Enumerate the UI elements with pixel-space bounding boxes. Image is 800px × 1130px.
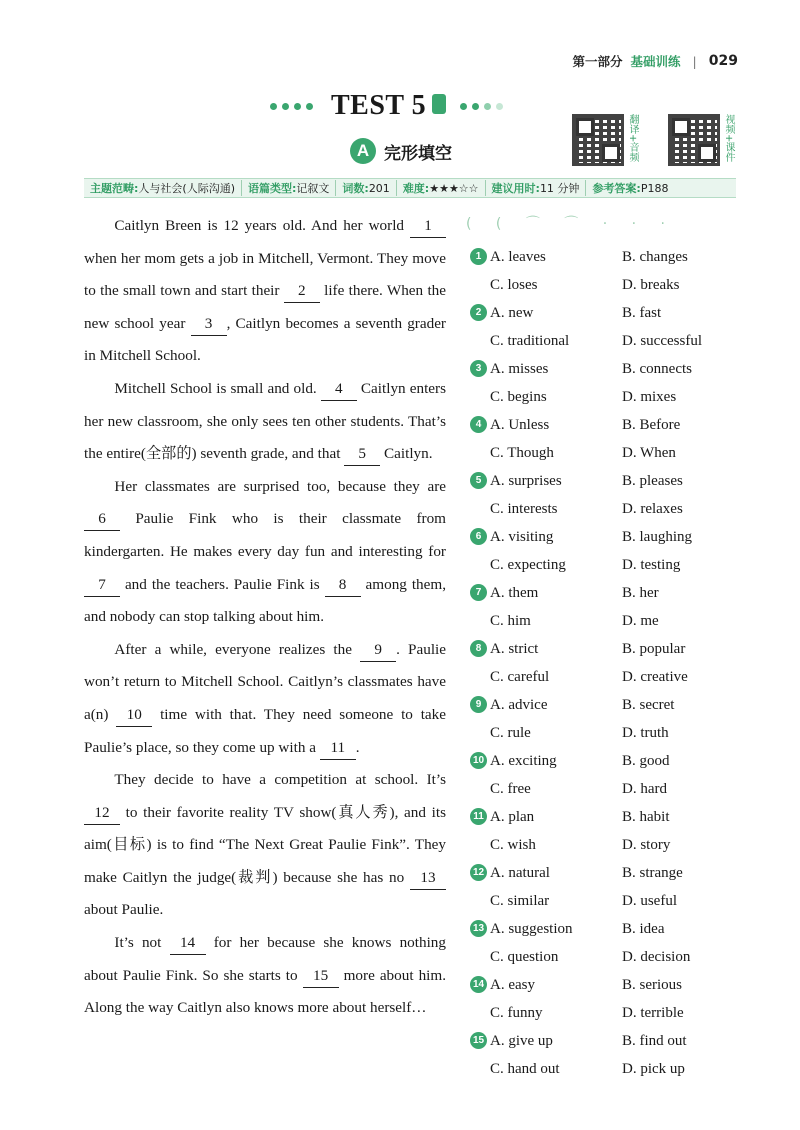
question-number-badge: 10 [470, 752, 487, 769]
option-c[interactable]: C. free [490, 780, 531, 797]
question-row-cd [468, 887, 748, 915]
part-label: 第一部分 [572, 54, 623, 69]
section-letter-badge: A [350, 138, 376, 164]
question-row-cd [468, 831, 748, 859]
question-row [468, 355, 748, 383]
blank-8[interactable]: 8 [325, 574, 361, 597]
option-a[interactable]: A. new [490, 304, 534, 321]
option-d[interactable]: D. mixes [622, 388, 677, 405]
option-d[interactable]: D. truth [622, 724, 669, 741]
option-d[interactable]: D. me [622, 612, 659, 629]
question-row [468, 1027, 748, 1055]
question-row [468, 803, 748, 831]
question-number-badge: 14 [470, 976, 487, 993]
option-d[interactable]: D. hard [622, 780, 667, 797]
dot-decoration [472, 103, 479, 110]
blank-10[interactable]: 10 [116, 704, 152, 727]
option-a[interactable]: A. natural [490, 864, 550, 881]
option-c[interactable]: C. loses [490, 276, 538, 293]
question-row-cd [468, 327, 748, 355]
blank-12[interactable]: 12 [84, 802, 120, 825]
option-b[interactable]: B. find out [622, 1032, 687, 1049]
question-row [468, 747, 748, 775]
question-row [468, 579, 748, 607]
cloze-passage [84, 210, 446, 1025]
option-d[interactable]: D. successful [622, 332, 702, 349]
question-number-badge: 2 [470, 304, 487, 321]
blank-6[interactable]: 6 [84, 508, 120, 531]
option-d[interactable]: D. terrible [622, 1004, 684, 1021]
option-c[interactable]: C. similar [490, 892, 550, 909]
option-d[interactable]: D. When [622, 444, 676, 461]
paragraph-2: Mitchell School is small and old. 4 Caitlyn enters her new classroom, she only sees ten other students. That’s the entire(全部的) seventh grade, and that 5 Caitlyn. [84, 373, 446, 471]
question-number-badge: 13 [470, 920, 487, 937]
option-b[interactable]: B. fast [622, 304, 662, 321]
option-c[interactable]: C. Though [490, 444, 554, 461]
option-d[interactable]: D. story [622, 836, 671, 853]
title-row [270, 90, 503, 122]
blank-15[interactable]: 15 [303, 965, 339, 988]
info-word-count: 词数:201 [336, 180, 396, 196]
option-b[interactable]: B. connects [622, 360, 692, 377]
dot-decoration [294, 103, 301, 110]
option-c[interactable]: C. wish [490, 836, 536, 853]
page-title: TEST 5 [331, 90, 427, 121]
question-row-cd [468, 943, 748, 971]
option-b[interactable]: B. changes [622, 248, 688, 265]
option-a[interactable]: A. exciting [490, 752, 557, 769]
dot-decoration [282, 103, 289, 110]
blank-7[interactable]: 7 [84, 574, 120, 597]
option-b[interactable]: B. secret [622, 696, 675, 713]
blank-11[interactable]: 11 [320, 737, 356, 760]
option-c[interactable]: C. careful [490, 668, 550, 685]
paragraph-1: Caitlyn Breen is 12 years old. And her world 1 when her mom gets a job in Mitchell, Vermont. They move to the small town and start their 2 life there. When the new school year 3 , Caitlyn becomes a seventh grader in Mitchell School. [84, 217, 446, 365]
question-number-badge: 6 [470, 528, 487, 545]
blank-14[interactable]: 14 [170, 932, 206, 955]
question-row [468, 635, 748, 663]
option-a[interactable]: A. visiting [490, 528, 554, 545]
qr-label: 视频+课件 [723, 114, 734, 163]
paragraph-5: They decide to have a competition at school. It’s 12 to their favorite reality TV show(真人秀), and its aim(目标) is to find “The Next Great Paulie Fink”. They make Caitlyn the judge(裁判) because she has no 13 about Paulie. [84, 771, 446, 919]
option-a[interactable]: A. leaves [490, 248, 546, 265]
info-theme: 主题范畴:人与社会(人际沟通) [84, 180, 242, 196]
blank-2[interactable]: 2 [284, 280, 320, 303]
title-badge-icon [432, 94, 446, 114]
option-a[interactable]: A. give up [490, 1032, 553, 1049]
option-d[interactable]: D. relaxes [622, 500, 683, 517]
option-b[interactable]: B. strange [622, 864, 683, 881]
blank-9[interactable]: 9 [360, 639, 396, 662]
option-b[interactable]: B. Before [622, 416, 681, 433]
question-row-cd [468, 775, 748, 803]
blank-1[interactable]: 1 [410, 215, 446, 238]
blank-3[interactable]: 3 [191, 313, 227, 336]
section-label: 基础训练 [630, 54, 681, 69]
qr-code-translation-audio[interactable] [572, 114, 637, 166]
option-c[interactable]: C. expecting [490, 556, 566, 573]
paragraph-3: Her classmates are surprised too, because they are 6 Paulie Fink who is their classmate from kindergarten. He makes every day fun and interesting for 7 and the teachers. Paulie Fink is 8 among them, and nobody can stop talking about him. [84, 477, 446, 626]
question-row [468, 523, 748, 551]
blank-13[interactable]: 13 [410, 867, 446, 890]
question-number-badge: 3 [470, 360, 487, 377]
option-a[interactable]: A. misses [490, 360, 549, 377]
question-row [468, 411, 748, 439]
question-number-badge: 9 [470, 696, 487, 713]
question-number-badge: 8 [470, 640, 487, 657]
option-d[interactable]: D. pick up [622, 1060, 685, 1077]
question-row [468, 243, 748, 271]
paragraph-4: After a while, everyone realizes the 9 . Paulie won’t return to Mitchell School. Caitlyn’s classmates have a(n) 10 time with that. They need someone to take Paulie’s place, so they come up with a 11 . [84, 634, 446, 764]
question-row [468, 859, 748, 887]
dashed-arc-decoration: ( ( ⌒ ⌒ · · · [466, 216, 675, 232]
option-d[interactable]: D. useful [622, 892, 677, 909]
option-a[interactable]: A. plan [490, 808, 535, 825]
page-number: 029 [708, 53, 738, 69]
question-row-cd [468, 607, 748, 635]
option-b[interactable]: B. pleases [622, 472, 683, 489]
section-subtitle: 完形填空 [384, 143, 452, 164]
info-answer-ref: 参考答案:P188 [592, 182, 669, 195]
option-b[interactable]: B. good [622, 752, 670, 769]
question-row [468, 691, 748, 719]
option-c[interactable]: C. hand out [490, 1060, 560, 1077]
option-c[interactable]: C. question [490, 948, 559, 965]
question-row-cd [468, 439, 748, 467]
option-c[interactable]: C. begins [490, 388, 547, 405]
section-heading [350, 138, 452, 164]
option-d[interactable]: D. testing [622, 556, 681, 573]
option-b[interactable]: B. popular [622, 640, 686, 657]
option-b[interactable]: B. laughing [622, 528, 692, 545]
qr-code-icon[interactable] [572, 114, 624, 166]
option-c[interactable]: C. traditional [490, 332, 570, 349]
dot-decoration [484, 103, 491, 110]
question-row [468, 915, 748, 943]
right-dots-decoration [460, 103, 503, 110]
qr-code-icon[interactable] [668, 114, 720, 166]
question-number-badge: 5 [470, 472, 487, 489]
info-text-type: 语篇类型:记叙文 [242, 180, 336, 196]
question-row-cd [468, 495, 748, 523]
info-difficulty: 难度:★★★☆☆ [397, 180, 486, 196]
qr-code-video-courseware[interactable] [668, 114, 733, 166]
question-row [468, 971, 748, 999]
option-a[interactable]: A. suggestion [490, 920, 573, 937]
option-b[interactable]: B. idea [622, 920, 665, 937]
question-row [468, 467, 748, 495]
option-b[interactable]: B. serious [622, 976, 682, 993]
option-d[interactable]: D. creative [622, 668, 688, 685]
option-a[interactable]: A. strict [490, 640, 539, 657]
question-row-cd [468, 1055, 748, 1083]
question-number-badge: 7 [470, 584, 487, 601]
question-row-cd [468, 383, 748, 411]
option-a[interactable]: A. them [490, 584, 539, 601]
left-dots-decoration [270, 103, 313, 110]
option-d[interactable]: D. breaks [622, 276, 680, 293]
option-a[interactable]: A. Unless [490, 416, 550, 433]
option-b[interactable]: B. her [622, 584, 659, 601]
dot-decoration [306, 103, 313, 110]
option-a[interactable]: A. surprises [490, 472, 562, 489]
question-row-cd [468, 551, 748, 579]
dot-decoration [460, 103, 467, 110]
dot-decoration [496, 103, 503, 110]
option-c[interactable]: C. funny [490, 1004, 543, 1021]
option-b[interactable]: B. habit [622, 808, 670, 825]
paragraph-6: It’s not 14 for her because she knows nothing about Paulie Fink. So she starts to 15 more about him. Along the way Caitlyn also knows more about herself… [84, 934, 446, 1017]
question-row-cd [468, 719, 748, 747]
option-d[interactable]: D. decision [622, 948, 691, 965]
question-number-badge: 15 [470, 1032, 487, 1049]
info-bar [84, 178, 736, 198]
info-suggested-time: 建议用时:11 分钟 [486, 180, 587, 196]
question-number-badge: 12 [470, 864, 487, 881]
question-row-cd [468, 271, 748, 299]
qr-label: 翻译+音频 [627, 114, 638, 163]
question-number-badge: 11 [470, 808, 487, 825]
header-separator: | [692, 53, 697, 69]
blank-5[interactable]: 5 [344, 443, 380, 466]
option-a[interactable]: A. advice [490, 696, 548, 713]
option-a[interactable]: A. easy [490, 976, 535, 993]
question-row-cd [468, 663, 748, 691]
question-number-badge: 1 [470, 248, 487, 265]
option-c[interactable]: C. rule [490, 724, 531, 741]
question-row-cd [468, 999, 748, 1027]
answer-options [468, 243, 748, 1083]
option-c[interactable]: C. him [490, 612, 531, 629]
question-row [468, 299, 748, 327]
option-c[interactable]: C. interests [490, 500, 558, 517]
question-number-badge: 4 [470, 416, 487, 433]
dot-decoration [270, 103, 277, 110]
page-header [573, 52, 738, 70]
blank-4[interactable]: 4 [321, 378, 357, 401]
